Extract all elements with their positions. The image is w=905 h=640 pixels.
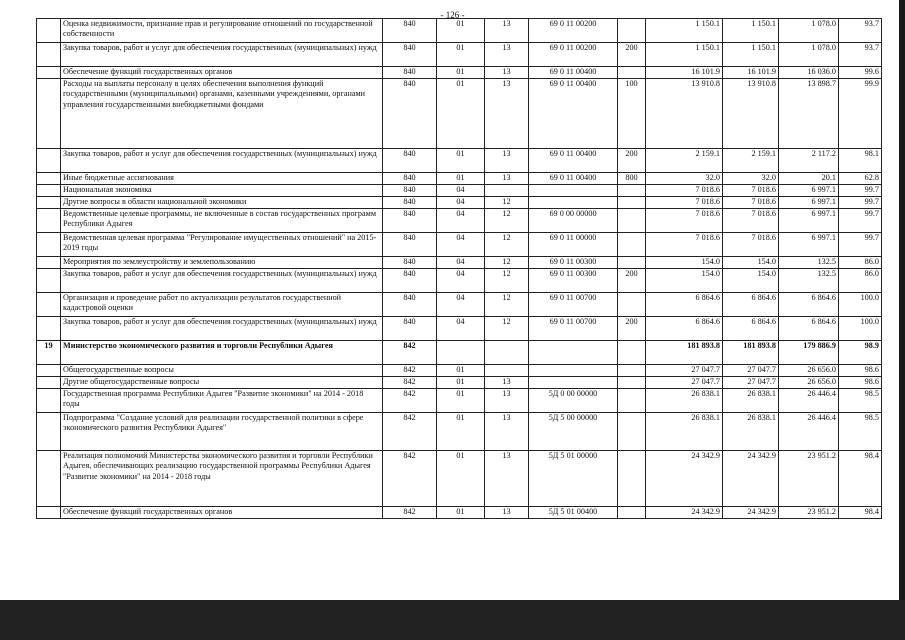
subsection-code: 12 <box>485 257 529 269</box>
target-article-code: 69 0 11 00300 <box>529 269 618 293</box>
section-code: 01 <box>437 389 485 413</box>
approved-amount: 6 864.6 <box>646 317 723 341</box>
row-name: Мероприятия по землеустройству и землепользованию <box>61 257 383 269</box>
execution-percent: 98.4 <box>839 507 882 519</box>
ministry-code: 842 <box>383 389 437 413</box>
approved-amount: 13 910.8 <box>646 79 723 149</box>
section-code: 04 <box>437 317 485 341</box>
section-code: 01 <box>437 79 485 149</box>
table-row <box>37 233 882 257</box>
section-code: 01 <box>437 451 485 507</box>
execution-percent: 98.5 <box>839 413 882 451</box>
revised-amount: 6 864.6 <box>723 317 779 341</box>
section-code: 04 <box>437 269 485 293</box>
table-row <box>37 257 882 269</box>
expense-type-code: 200 <box>618 317 646 341</box>
approved-amount: 1 150.1 <box>646 43 723 67</box>
table-row <box>37 507 882 519</box>
section-code: 01 <box>437 377 485 389</box>
revised-amount: 6 864.6 <box>723 293 779 317</box>
approved-amount: 2 159.1 <box>646 149 723 173</box>
budget-table <box>36 18 882 519</box>
row-index <box>37 19 61 43</box>
subsection-code: 13 <box>485 43 529 67</box>
ministry-code: 840 <box>383 197 437 209</box>
target-article-code: 69 0 11 00300 <box>529 257 618 269</box>
execution-percent: 100.0 <box>839 317 882 341</box>
row-name: Другие вопросы в области национальной экономики <box>61 197 383 209</box>
approved-amount: 6 864.6 <box>646 293 723 317</box>
section-code: 04 <box>437 197 485 209</box>
expense-type-code <box>618 293 646 317</box>
expense-type-code: 200 <box>618 43 646 67</box>
row-index <box>37 209 61 233</box>
row-index <box>37 43 61 67</box>
executed-amount: 26 446.4 <box>779 413 839 451</box>
row-name: Иные бюджетные ассигнования <box>61 173 383 185</box>
revised-amount: 7 018.6 <box>723 209 779 233</box>
subsection-code: 12 <box>485 293 529 317</box>
table-row <box>37 185 882 197</box>
expense-type-code <box>618 413 646 451</box>
section-code: 01 <box>437 19 485 43</box>
target-article-code <box>529 341 618 365</box>
ministry-code: 842 <box>383 451 437 507</box>
page-number: - 126 - <box>440 10 465 20</box>
revised-amount: 154.0 <box>723 257 779 269</box>
ministry-code: 840 <box>383 173 437 185</box>
section-code: 04 <box>437 293 485 317</box>
expense-type-code <box>618 377 646 389</box>
revised-amount: 181 893.8 <box>723 341 779 365</box>
section-code: 04 <box>437 185 485 197</box>
table-row <box>37 79 882 149</box>
approved-amount: 7 018.6 <box>646 209 723 233</box>
row-index: 19 <box>37 341 61 365</box>
ministry-code: 840 <box>383 43 437 67</box>
subsection-code: 13 <box>485 451 529 507</box>
section-code: 01 <box>437 43 485 67</box>
row-name: Общегосударственные вопросы <box>61 365 383 377</box>
row-name: Оценка недвижимости, признание прав и регулирование отношений по государственной собственности <box>61 19 383 43</box>
target-article-code <box>529 197 618 209</box>
approved-amount: 181 893.8 <box>646 341 723 365</box>
ministry-code: 840 <box>383 257 437 269</box>
execution-percent: 62.8 <box>839 173 882 185</box>
executed-amount: 23 951.2 <box>779 507 839 519</box>
target-article-code: 69 0 11 00200 <box>529 43 618 67</box>
section-code <box>437 341 485 365</box>
target-article-code: 5Д 5 00 00000 <box>529 413 618 451</box>
approved-amount: 32.0 <box>646 173 723 185</box>
executed-amount: 6 997.1 <box>779 233 839 257</box>
executed-amount: 26 446.4 <box>779 389 839 413</box>
execution-percent: 99.7 <box>839 197 882 209</box>
subsection-code <box>485 365 529 377</box>
section-code: 04 <box>437 209 485 233</box>
approved-amount: 16 101.9 <box>646 67 723 79</box>
target-article-code: 69 0 11 00700 <box>529 317 618 341</box>
execution-percent: 99.7 <box>839 185 882 197</box>
approved-amount: 1 150.1 <box>646 19 723 43</box>
table-row <box>37 451 882 507</box>
row-name: Государственная программа Республики Адыгея "Развитие экономики" на 2014 - 2018 годы <box>61 389 383 413</box>
row-index <box>37 317 61 341</box>
executed-amount: 26 656.0 <box>779 365 839 377</box>
expense-type-code <box>618 197 646 209</box>
ministry-code: 842 <box>383 507 437 519</box>
row-index <box>37 79 61 149</box>
table-row <box>37 413 882 451</box>
table-row <box>37 317 882 341</box>
executed-amount: 6 997.1 <box>779 185 839 197</box>
revised-amount: 7 018.6 <box>723 233 779 257</box>
subsection-code: 12 <box>485 233 529 257</box>
subsection-code: 12 <box>485 197 529 209</box>
section-code: 01 <box>437 413 485 451</box>
expense-type-code <box>618 19 646 43</box>
target-article-code: 5Д 0 00 00000 <box>529 389 618 413</box>
expense-type-code: 800 <box>618 173 646 185</box>
approved-amount: 27 047.7 <box>646 365 723 377</box>
expense-type-code <box>618 67 646 79</box>
subsection-code <box>485 341 529 365</box>
row-name: Организация и проведение работ по актуализации результатов государственной кадастровой оценки <box>61 293 383 317</box>
row-name: Закупка товаров, работ и услуг для обеспечения государственных (муниципальных) нужд <box>61 43 383 67</box>
ministry-code: 842 <box>383 377 437 389</box>
approved-amount: 7 018.6 <box>646 185 723 197</box>
subsection-code: 13 <box>485 67 529 79</box>
executed-amount: 26 656.0 <box>779 377 839 389</box>
table-row <box>37 67 882 79</box>
row-name: Закупка товаров, работ и услуг для обеспечения государственных (муниципальных) нужд <box>61 149 383 173</box>
execution-percent: 99.9 <box>839 79 882 149</box>
target-article-code <box>529 185 618 197</box>
expense-type-code <box>618 389 646 413</box>
revised-amount: 24 342.9 <box>723 451 779 507</box>
revised-amount: 32.0 <box>723 173 779 185</box>
approved-amount: 7 018.6 <box>646 233 723 257</box>
executed-amount: 2 117.2 <box>779 149 839 173</box>
approved-amount: 154.0 <box>646 257 723 269</box>
revised-amount: 154.0 <box>723 269 779 293</box>
section-code: 04 <box>437 257 485 269</box>
table-row <box>37 43 882 67</box>
row-index <box>37 389 61 413</box>
row-index <box>37 377 61 389</box>
row-name: Расходы на выплаты персоналу в целях обеспечения выполнения функций государственными (муниципальными) органами, казенными учреждениями, органами управления государственными внебюджетными фондами <box>61 79 383 149</box>
ministry-code: 842 <box>383 365 437 377</box>
row-index <box>37 293 61 317</box>
row-index <box>37 197 61 209</box>
execution-percent: 98.9 <box>839 341 882 365</box>
execution-percent: 98.1 <box>839 149 882 173</box>
row-name: Другие общегосударственные вопросы <box>61 377 383 389</box>
row-index <box>37 507 61 519</box>
table-row <box>37 209 882 233</box>
row-name: Закупка товаров, работ и услуг для обеспечения государственных (муниципальных) нужд <box>61 269 383 293</box>
table-row <box>37 377 882 389</box>
approved-amount: 24 342.9 <box>646 507 723 519</box>
expense-type-code <box>618 451 646 507</box>
revised-amount: 16 101.9 <box>723 67 779 79</box>
subsection-code: 13 <box>485 173 529 185</box>
scan-edge-bottom <box>0 600 905 640</box>
execution-percent: 98.5 <box>839 389 882 413</box>
subsection-code: 13 <box>485 149 529 173</box>
execution-percent: 99.7 <box>839 209 882 233</box>
execution-percent: 86.0 <box>839 257 882 269</box>
expense-type-code: 200 <box>618 269 646 293</box>
table-row <box>37 365 882 377</box>
ministry-code: 840 <box>383 149 437 173</box>
approved-amount: 154.0 <box>646 269 723 293</box>
execution-percent: 99.7 <box>839 233 882 257</box>
expense-type-code: 200 <box>618 149 646 173</box>
expense-type-code <box>618 209 646 233</box>
revised-amount: 26 838.1 <box>723 413 779 451</box>
section-code: 01 <box>437 67 485 79</box>
table-row <box>37 341 882 365</box>
target-article-code: 69 0 11 00700 <box>529 293 618 317</box>
revised-amount: 7 018.6 <box>723 185 779 197</box>
target-article-code: 69 0 11 00400 <box>529 149 618 173</box>
executed-amount: 132.5 <box>779 269 839 293</box>
executed-amount: 132.5 <box>779 257 839 269</box>
execution-percent: 98.6 <box>839 377 882 389</box>
row-index <box>37 413 61 451</box>
target-article-code: 69 0 11 00400 <box>529 173 618 185</box>
executed-amount: 1 078.0 <box>779 19 839 43</box>
executed-amount: 179 886.9 <box>779 341 839 365</box>
subsection-code: 12 <box>485 317 529 341</box>
executed-amount: 16 036.0 <box>779 67 839 79</box>
target-article-code: 5Д 5 01 00000 <box>529 451 618 507</box>
execution-percent: 93.7 <box>839 43 882 67</box>
revised-amount: 27 047.7 <box>723 377 779 389</box>
subsection-code: 12 <box>485 209 529 233</box>
table-row <box>37 173 882 185</box>
executed-amount: 6 997.1 <box>779 209 839 233</box>
executed-amount: 6 864.6 <box>779 293 839 317</box>
ministry-code: 840 <box>383 209 437 233</box>
row-name: Реализация полномочий Министерства экономического развития и торговли Республики Адыгея, обеспечивающих реализацию государственной программы Республики Адыгея "Развитие экономики" на 2014 - 2018 годы <box>61 451 383 507</box>
revised-amount: 26 838.1 <box>723 389 779 413</box>
execution-percent: 98.6 <box>839 365 882 377</box>
table-row <box>37 389 882 413</box>
approved-amount: 26 838.1 <box>646 389 723 413</box>
revised-amount: 24 342.9 <box>723 507 779 519</box>
expense-type-code <box>618 365 646 377</box>
expense-type-code <box>618 185 646 197</box>
target-article-code: 69 0 11 00400 <box>529 67 618 79</box>
revised-amount: 1 150.1 <box>723 19 779 43</box>
approved-amount: 24 342.9 <box>646 451 723 507</box>
revised-amount: 7 018.6 <box>723 197 779 209</box>
execution-percent: 99.6 <box>839 67 882 79</box>
row-index <box>37 173 61 185</box>
subsection-code: 13 <box>485 413 529 451</box>
subsection-code <box>485 185 529 197</box>
executed-amount: 6 997.1 <box>779 197 839 209</box>
expense-type-code <box>618 233 646 257</box>
subsection-code: 12 <box>485 269 529 293</box>
row-name: Подпрограмма "Создание условий для реализации государственной политики в сфере экономического развития Республики Адыгея" <box>61 413 383 451</box>
target-article-code: 69 0 11 00000 <box>529 233 618 257</box>
expense-type-code <box>618 341 646 365</box>
section-code: 01 <box>437 507 485 519</box>
scan-edge-right <box>899 0 905 640</box>
revised-amount: 2 159.1 <box>723 149 779 173</box>
approved-amount: 26 838.1 <box>646 413 723 451</box>
subsection-code: 13 <box>485 79 529 149</box>
row-name: Обеспечение функций государственных органов <box>61 507 383 519</box>
table-row <box>37 197 882 209</box>
section-code: 01 <box>437 149 485 173</box>
target-article-code <box>529 365 618 377</box>
target-article-code: 69 0 00 00000 <box>529 209 618 233</box>
target-article-code: 69 0 11 00400 <box>529 79 618 149</box>
execution-percent: 100.0 <box>839 293 882 317</box>
row-name: Закупка товаров, работ и услуг для обеспечения государственных (муниципальных) нужд <box>61 317 383 341</box>
target-article-code: 5Д 5 01 00400 <box>529 507 618 519</box>
approved-amount: 7 018.6 <box>646 197 723 209</box>
row-index <box>37 451 61 507</box>
expense-type-code <box>618 507 646 519</box>
row-index <box>37 233 61 257</box>
execution-percent: 93.7 <box>839 19 882 43</box>
row-name: Ведомственные целевые программы, не включенные в состав государственных программ Республики Адыгея <box>61 209 383 233</box>
executed-amount: 20.1 <box>779 173 839 185</box>
subsection-code: 13 <box>485 507 529 519</box>
approved-amount: 27 047.7 <box>646 377 723 389</box>
revised-amount: 1 150.1 <box>723 43 779 67</box>
ministry-code: 840 <box>383 19 437 43</box>
row-index <box>37 269 61 293</box>
row-name: Министерство экономического развития и торговли Республики Адыгея <box>61 341 383 365</box>
target-article-code <box>529 377 618 389</box>
row-name: Национальная экономика <box>61 185 383 197</box>
table-row <box>37 19 882 43</box>
section-code: 01 <box>437 173 485 185</box>
row-name: Обеспечение функций государственных органов <box>61 67 383 79</box>
ministry-code: 840 <box>383 293 437 317</box>
revised-amount: 13 910.8 <box>723 79 779 149</box>
expense-type-code: 100 <box>618 79 646 149</box>
row-index <box>37 149 61 173</box>
row-name: Ведомственная целевая программа "Регулирование имущественных отношений" на 2015-2019 годы <box>61 233 383 257</box>
execution-percent: 98.4 <box>839 451 882 507</box>
ministry-code: 842 <box>383 413 437 451</box>
executed-amount: 1 078.0 <box>779 43 839 67</box>
row-index <box>37 365 61 377</box>
subsection-code: 13 <box>485 19 529 43</box>
ministry-code: 840 <box>383 79 437 149</box>
ministry-code: 840 <box>383 233 437 257</box>
target-article-code: 69 0 11 00200 <box>529 19 618 43</box>
section-code: 01 <box>437 365 485 377</box>
table-row <box>37 149 882 173</box>
executed-amount: 13 898.7 <box>779 79 839 149</box>
row-index <box>37 257 61 269</box>
executed-amount: 23 951.2 <box>779 451 839 507</box>
section-code: 04 <box>437 233 485 257</box>
expense-type-code <box>618 257 646 269</box>
executed-amount: 6 864.6 <box>779 317 839 341</box>
ministry-code: 840 <box>383 185 437 197</box>
row-index <box>37 67 61 79</box>
ministry-code: 840 <box>383 317 437 341</box>
execution-percent: 86.0 <box>839 269 882 293</box>
revised-amount: 27 047.7 <box>723 365 779 377</box>
table-row <box>37 269 882 293</box>
subsection-code: 13 <box>485 389 529 413</box>
table-row <box>37 293 882 317</box>
subsection-code: 13 <box>485 377 529 389</box>
row-index <box>37 185 61 197</box>
ministry-code: 840 <box>383 269 437 293</box>
ministry-code: 842 <box>383 341 437 365</box>
ministry-code: 840 <box>383 67 437 79</box>
